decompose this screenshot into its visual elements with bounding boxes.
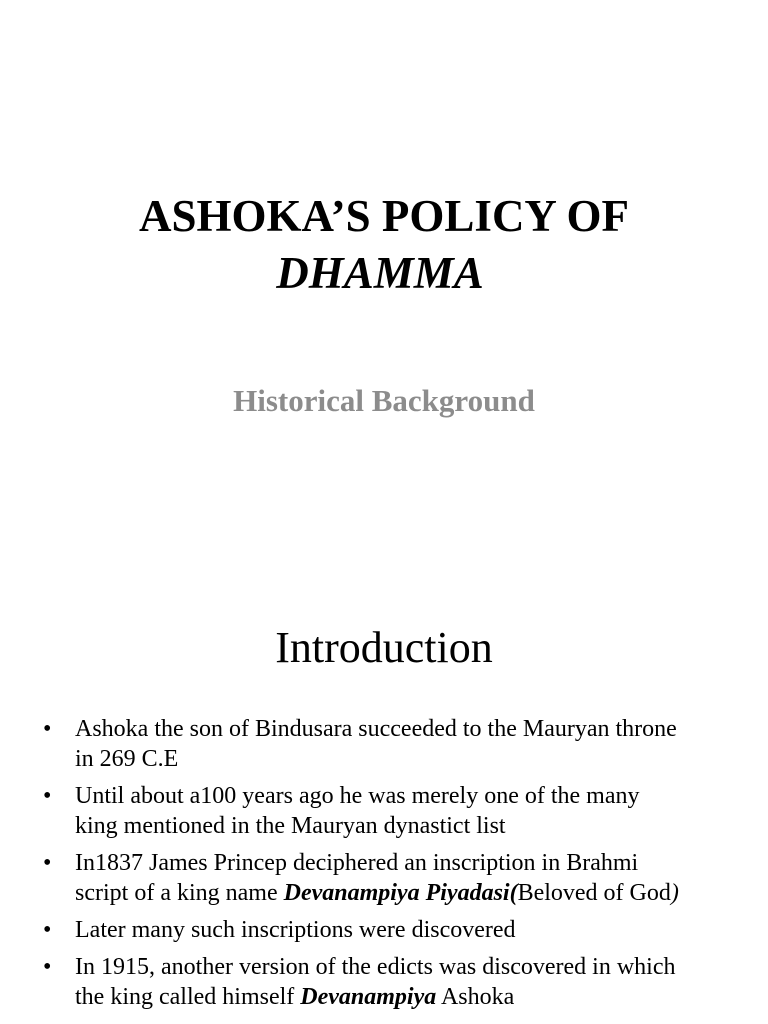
introduction-heading: Introduction (275, 623, 493, 672)
bullet-icon: • (43, 917, 52, 943)
bullet-text-line: Ashoka the son of Bindusara succeeded to the Mauryan throne (75, 716, 677, 742)
title-line-2: DHAMMA (276, 248, 484, 298)
bullet-text-line: in 269 C.E (75, 746, 179, 772)
bullet-text-segment: Beloved of God (517, 880, 671, 906)
introduction-slide (0, 590, 768, 1024)
bullet-text-segment: Ashoka (436, 984, 515, 1010)
slide-subtitle: Historical Background (233, 383, 535, 418)
bullet-icon: • (43, 850, 52, 876)
bullet-text-line: In1837 James Princep deciphered an inscription in Brahmi (75, 850, 639, 876)
bullet-text-segment: ) (670, 880, 679, 906)
bullet-icon: • (43, 716, 52, 742)
bullet-text-line: king mentioned in the Mauryan dynastict list (75, 813, 506, 839)
bullet-item (0, 952, 768, 1012)
title-line-1: ASHOKA’S POLICY OF (138, 191, 630, 241)
bullet-item (0, 781, 768, 841)
bullet-item (0, 915, 768, 945)
bullet-emphasis-text: Devanampiya Piyadasi( (283, 880, 518, 906)
bullet-text-segment: script of a king name (75, 880, 284, 906)
bullet-text-line: Until about a100 years ago he was merely one of the many (75, 783, 640, 809)
bullet-text-line: Later many such inscriptions were discovered (75, 917, 516, 943)
bullet-icon: • (43, 954, 52, 980)
slide-title (0, 188, 768, 302)
bullet-item (0, 848, 768, 908)
bullet-text-line: In 1915, another version of the edicts was discovered in which (75, 954, 676, 980)
bullet-text-segment: the king called himself (75, 984, 301, 1010)
bullet-emphasis-text: Devanampiya (300, 984, 437, 1010)
bullet-icon: • (43, 783, 52, 809)
bullet-item (0, 714, 768, 774)
bullet-list (0, 714, 768, 1019)
